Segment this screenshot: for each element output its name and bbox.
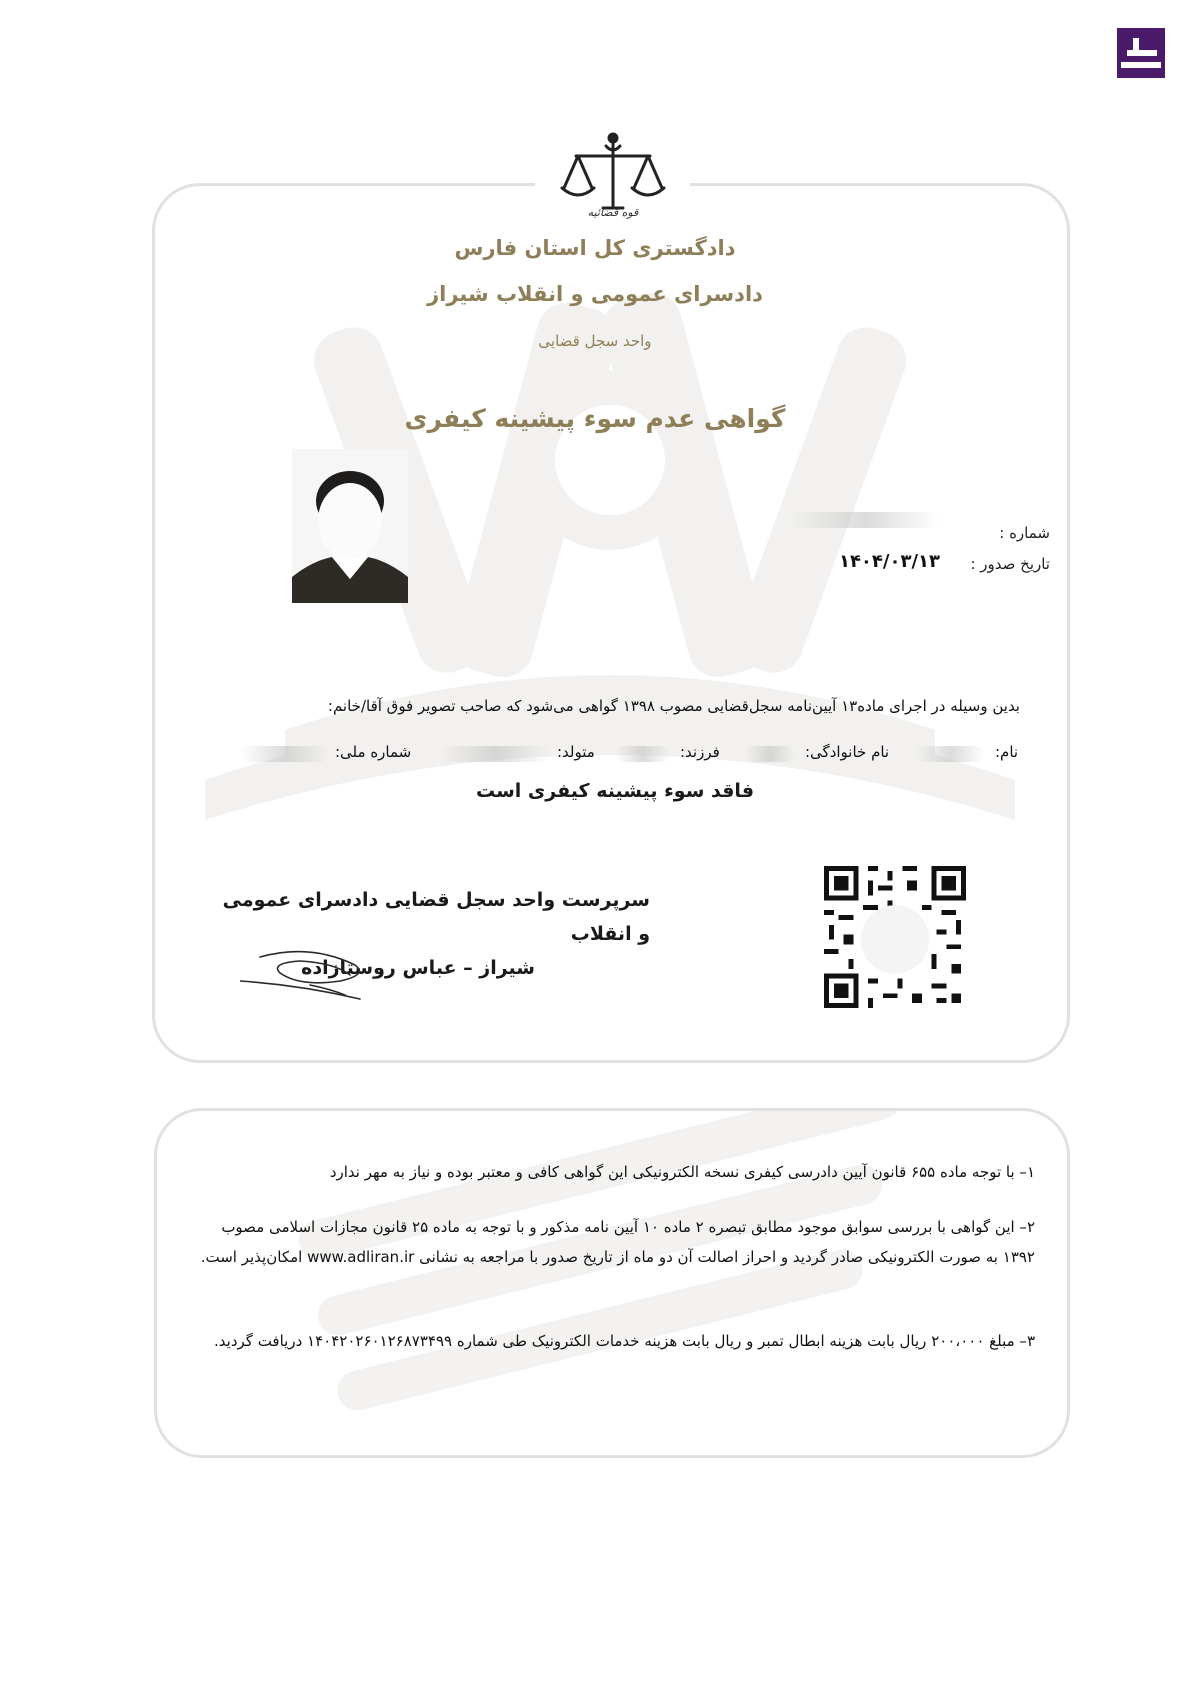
field-national-id: شماره ملی: — [335, 743, 412, 761]
field-family-redacted — [745, 746, 795, 762]
qr-code-icon — [824, 866, 966, 1008]
emblem-caption: قوه قضائیه — [587, 206, 639, 219]
issue-date-label: تاریخ صدور : — [970, 555, 1050, 573]
org-line-2: دادسرای عمومی و انقلاب شیراز — [427, 282, 763, 306]
number-redacted — [790, 512, 940, 528]
number-label: شماره : — [999, 524, 1050, 542]
holder-photo — [292, 449, 408, 603]
status-text: فاقد سوء پیشینه کیفری است — [475, 780, 755, 802]
field-family: نام خانوادگی: — [805, 743, 890, 761]
note-2: ۲– این گواهی با بررسی سوابق موجود مطابق تبصره ۲ ماده ۱۰ آیین نامه مذکور و با توجه به ماده ۲۵ قانون مجازات اسلامی مصوب ۱۳۹۲ به صورت الکترونیکی صادر گردید و احراز اصالت آن دو ماه از تاریخ صدور با مراجعه به نشانی www.adliran.ir امکان‌پذیر است. — [200, 1218, 1035, 1266]
field-name-redacted — [915, 746, 985, 762]
document-title: گواهی عدم سوء پیشینه کیفری — [404, 404, 786, 433]
org-line-1: دادگستری کل استان فارس — [454, 236, 736, 260]
note-1: ۱– با توجه ماده ۶۵۵ قانون آیین دادرسی کیفری نسخه الکترونیکی این گواهی کافی و معتبر بوده و نیاز به مهر ندارد — [329, 1163, 1035, 1181]
signature-icon — [240, 945, 380, 1005]
org-line-3: واحد سجل قضایی — [538, 332, 652, 350]
issue-date-value: ۱۴۰۴/۰۳/۱۳ — [838, 551, 940, 572]
person-photo-icon — [292, 449, 408, 603]
field-name: نام: — [995, 743, 1019, 761]
intro-text: بدین وسیله در اجرای ماده۱۳ آیین‌نامه سجل‌قضایی مصوب ۱۳۹۸ گواهی می‌شود که صاحب تصویر فوق آقا/خانم: — [327, 697, 1020, 715]
field-born-redacted — [440, 746, 550, 762]
publisher-logo-icon — [1117, 28, 1165, 78]
field-father-redacted — [615, 746, 670, 762]
field-national-id-redacted — [240, 746, 330, 762]
signatory-line-2: شیراز – عباس روستازاده — [301, 957, 535, 979]
field-father: فرزند: — [680, 743, 720, 761]
signatory-line-1: سرپرست واحد سجل قضایی دادسرای عمومی و انقلاب — [222, 889, 650, 945]
note-3: ۳– مبلغ ۲۰۰،۰۰۰ ریال بابت هزینه ابطال تمبر و ریال بابت هزینه خدمات الکترونیک طی شماره ۱۴۰۴۲۰۲۶۰۱۲۶۸۷۳۴۹۹ دریافت گردید. — [214, 1332, 1035, 1350]
field-born: متولد: — [557, 743, 595, 761]
